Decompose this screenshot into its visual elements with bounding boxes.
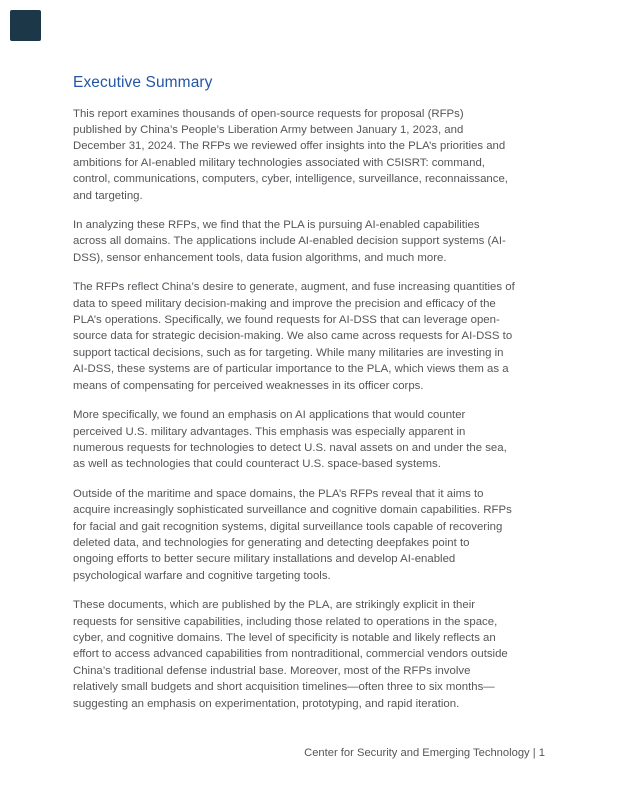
page-footer: Center for Security and Emerging Technology | 1 <box>304 747 545 759</box>
body-paragraph: More specifically, we found an emphasis on AI applications that would counter perceived U.S. military advantages. This emphasis was especially apparent in numerous requests for technologies to detect U.S. naval assets on and under the sea, as well as technologies that could counteract U.S. space-based systems. <box>73 409 507 471</box>
body-paragraph: The RFPs reflect China’s desire to generate, augment, and fuse increasing quantities of data to speed military decision-making and improve the precision and efficacy of the PLA’s operations. Specifically, we found requests for AI-DSS that can leverage open- source data for strategic decision-making. We also came across requests for AI-DSS to support tactical decisions, such as for targeting. While many militaries are investing in AI-DSS, these systems are of particular importance to the PLA, which views them as a means of compensating for perceived weaknesses in its officer corps. <box>73 281 515 392</box>
executive-summary-section <box>73 74 555 725</box>
body-paragraph: Outside of the maritime and space domains, the PLA’s RFPs reveal that it aims to acquire increasingly sophisticated surveillance and cognitive domain capabilities. RFPs for facial and gait recognition systems, digital surveillance tools capable of recovering deleted data, and technologies for generating and detecting deepfakes point to ongoing efforts to better secure military installations and develop AI-enabled psychological warfare and cognitive targeting tools. <box>73 487 512 582</box>
section-heading: Executive Summary <box>73 74 213 91</box>
body-paragraph: In analyzing these RFPs, we find that the PLA is pursuing AI-enabled capabilities across all domains. The applications include AI-enabled decision support systems (AI- DSS), sensor enhancement tools, data fusion algorithms, and much more. <box>73 219 506 264</box>
body-paragraph: This report examines thousands of open-source requests for proposal (RFPs) published by China’s People’s Liberation Army between January 1, 2023, and December 31, 2024. The RFPs we reviewed offer insights into the PLA’s priorities and ambitions for AI-enabled military technologies associated with C5ISRT: command, control, communications, computers, cyber, intelligence, surveillance, reconnaissance, and targeting. <box>73 107 508 202</box>
page-corner-mark <box>10 10 41 41</box>
executive-summary-body <box>73 106 555 712</box>
body-paragraph: These documents, which are published by the PLA, are strikingly explicit in their requests for sensitive capabilities, including those related to operations in the space, cyber, and cognitive domains. The level of specificity is notable and likely reflects an effort to access advanced capabilities from nontraditional, commercial vendors outside China’s traditional defense industrial base. Moreover, most of the RFPs involve relatively small budgets and short acquisition timelines—often three to six months— suggesting an emphasis on experimentation, prototyping, and rapid iteration. <box>73 599 508 710</box>
